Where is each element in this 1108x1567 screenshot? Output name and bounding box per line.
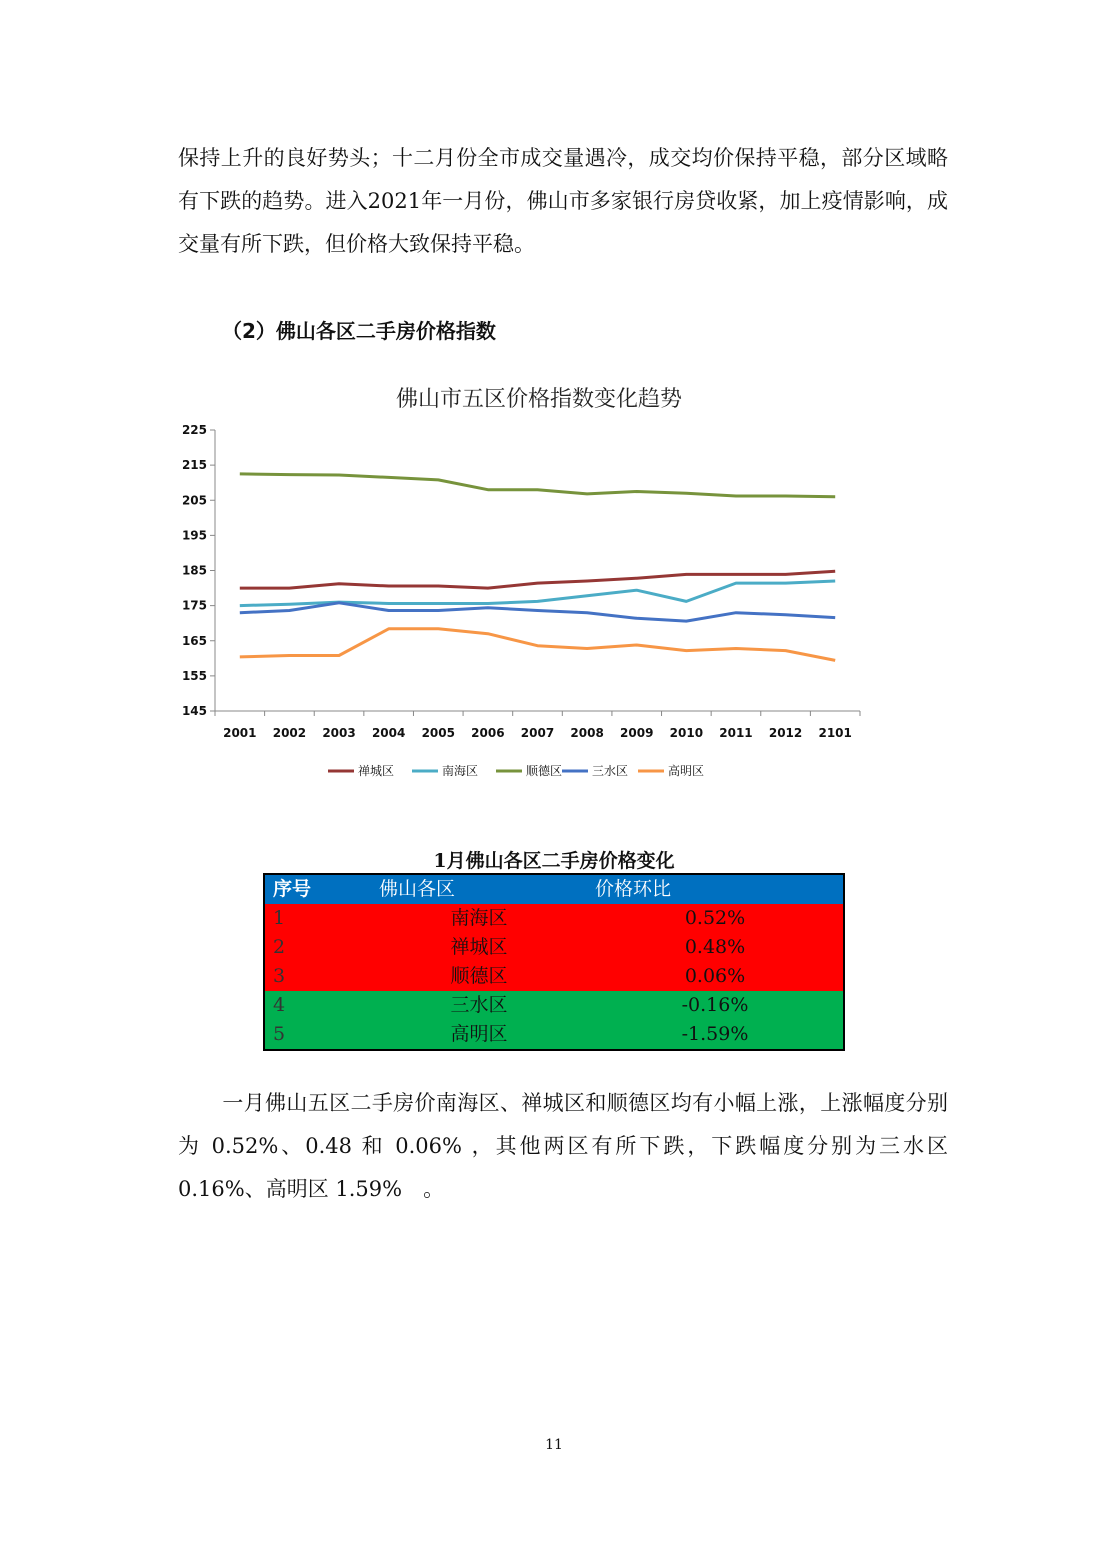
paragraph-intro: 保持上升的良好势头；十二月份全市成交量遇冷，成交均价保持平稳，部分区域略有下跌的趋势。进入2021年一月份，佛山市多家银行房贷收紧，加上疫情影响，成交量有所下跌，但价格大致保持平稳。 [178,146,948,256]
price-index-line-chart [160,370,880,790]
row-area: 顺德区 [450,965,508,987]
series-line-顺德区 [240,474,835,497]
x-tick-label: 2002 [272,726,307,740]
y-tick-label: 165 [181,633,207,648]
chart-axes [182,423,860,740]
table-row [264,991,844,1020]
row-area: 三水区 [450,994,508,1016]
table-header-row [264,874,844,904]
table-row [264,962,844,991]
y-tick-label: 155 [181,668,207,683]
x-tick-label: 2010 [669,726,704,740]
row-change: 0.52% [684,907,746,929]
chart-title: 佛山市五区价格指数变化趋势 [395,387,683,412]
x-tick-label: 2001 [223,726,257,740]
row-index: 5 [273,1023,286,1045]
page-number: 11 [545,1437,563,1453]
table-row [264,904,844,933]
chart-series [240,474,835,661]
table-caption: 1月佛山各区二手房价格变化 [433,850,675,872]
row-area: 南海区 [450,907,508,929]
table-row [264,1020,844,1050]
legend-label: 高明区 [668,764,705,778]
row-index: 2 [273,936,286,958]
series-line-禅城区 [240,571,835,588]
x-tick-label: 2006 [471,726,505,740]
x-tick-label: 2009 [620,726,654,740]
x-tick-label: 2004 [371,726,406,740]
legend-label: 三水区 [592,764,629,778]
header-change: 价格环比 [595,878,672,900]
y-tick-label: 175 [181,598,207,613]
header-index: 序号 [273,878,312,900]
row-change: -0.16% [681,994,749,1016]
y-tick-label: 225 [181,423,207,437]
x-tick-label: 2008 [570,726,604,740]
y-tick-label: 145 [181,704,207,718]
y-tick-label: 205 [181,493,207,508]
row-area: 禅城区 [450,936,508,958]
row-change: 0.06% [684,965,746,987]
series-line-三水区 [240,603,835,621]
row-index: 3 [273,965,286,987]
x-tick-label: 2101 [818,726,852,740]
y-tick-label: 195 [181,528,207,543]
x-tick-label: 2005 [421,726,455,740]
section-heading: （2）佛山各区二手房价格指数 [222,319,496,343]
x-tick-label: 2011 [719,726,753,740]
x-tick-label: 2007 [520,726,555,740]
price-change-table [263,873,845,1051]
legend-label: 南海区 [442,764,479,778]
header-area: 佛山各区 [379,878,456,900]
row-index: 1 [273,907,286,929]
chart-legend [328,763,704,778]
paragraph-summary [178,1082,948,1211]
row-index: 4 [273,994,286,1016]
row-area: 高明区 [450,1023,508,1045]
x-tick-label: 2003 [322,726,356,740]
y-tick-label: 215 [181,458,207,473]
x-tick-label: 2012 [768,726,803,740]
legend-label: 禅城区 [358,764,395,778]
row-change: -1.59% [681,1023,749,1045]
paragraph-summary-text: 一月佛山五区二手房价南海区、禅城区和顺德区均有小幅上涨，上涨幅度分别为 0.52%、0.48 和 0.06% ，其他两区有所下跌，下跌幅度分别为三水区0.16%、高明区 1.59% 。 [178,1091,948,1201]
series-line-高明区 [240,629,835,661]
row-change: 0.48% [684,936,746,958]
y-tick-label: 185 [181,563,207,578]
legend-label: 顺德区 [526,764,563,778]
table-row [264,933,844,962]
